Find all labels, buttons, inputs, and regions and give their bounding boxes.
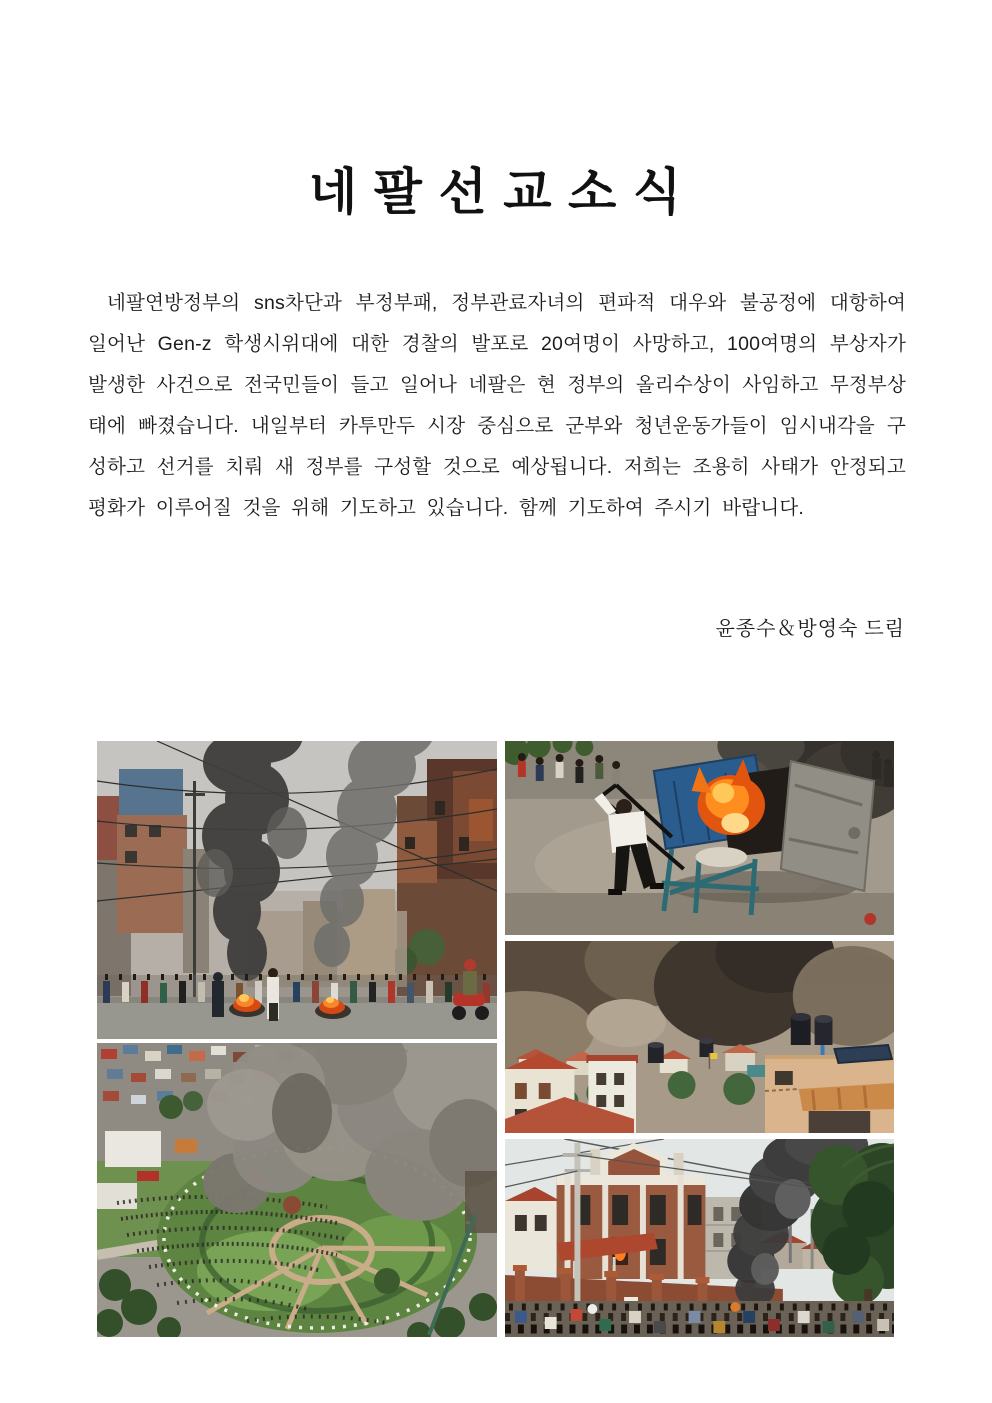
left-white-house [505, 1187, 561, 1271]
red-debris [864, 913, 876, 925]
street-protest-illustration [97, 741, 497, 1039]
page-title: 네 팔 선 교 소 식 [308, 164, 684, 220]
burning-cart-illustration [505, 741, 894, 935]
aerial-park-illustration [97, 1043, 497, 1337]
mansion-crowd-illustration [505, 1139, 894, 1337]
crowd [97, 975, 497, 1003]
photo-mansion-street-crowd [505, 1139, 894, 1337]
signature-line: 윤종수＆방영숙 드림 [715, 618, 905, 640]
photo-street-protest [97, 741, 497, 1039]
photo-burning-cart [505, 741, 894, 935]
round-brick-structure [283, 1196, 301, 1214]
solar-panel [834, 1045, 892, 1063]
road [97, 997, 497, 1039]
body-paragraph: 네팔연방정부의 sns차단과 부정부패, 정부관료자녀의 편파적 대우와 불공정에 대항하여 일어난 Gen-z 학생시위대에 대한 경찰의 발포로 20여명이 사망하고, 100여명의 부상자가 발생한 사건으로 전국민들이 들고 일어나 네팔은 현 정부의 올리수상이 사임하고 무정부상태에 빠졌습니다. 내일부터 카투만두 시장 중심으로 군부와 청년운동가들이 임시내각을 구성하고 선거를 치뤄 새 정부를 구성할 것으로 예상됩니다. 저희는 조용히 사태가 안정되고 평화가 이루어질 것을 위해 기도하고 있습니다. 함께 기도하여 주시기 바랍니다. [88, 292, 906, 519]
right-building [765, 1045, 894, 1133]
street-crowd [505, 1301, 894, 1337]
overturned-booth [654, 755, 874, 915]
collage-left-column [97, 741, 497, 1337]
photo-aerial-park-crowd [97, 1043, 497, 1337]
collage-right-column [505, 741, 894, 1337]
rooftop-smoke-illustration [505, 941, 894, 1133]
photo-collage [97, 741, 894, 1337]
photo-rooftop-smoke [505, 941, 894, 1133]
